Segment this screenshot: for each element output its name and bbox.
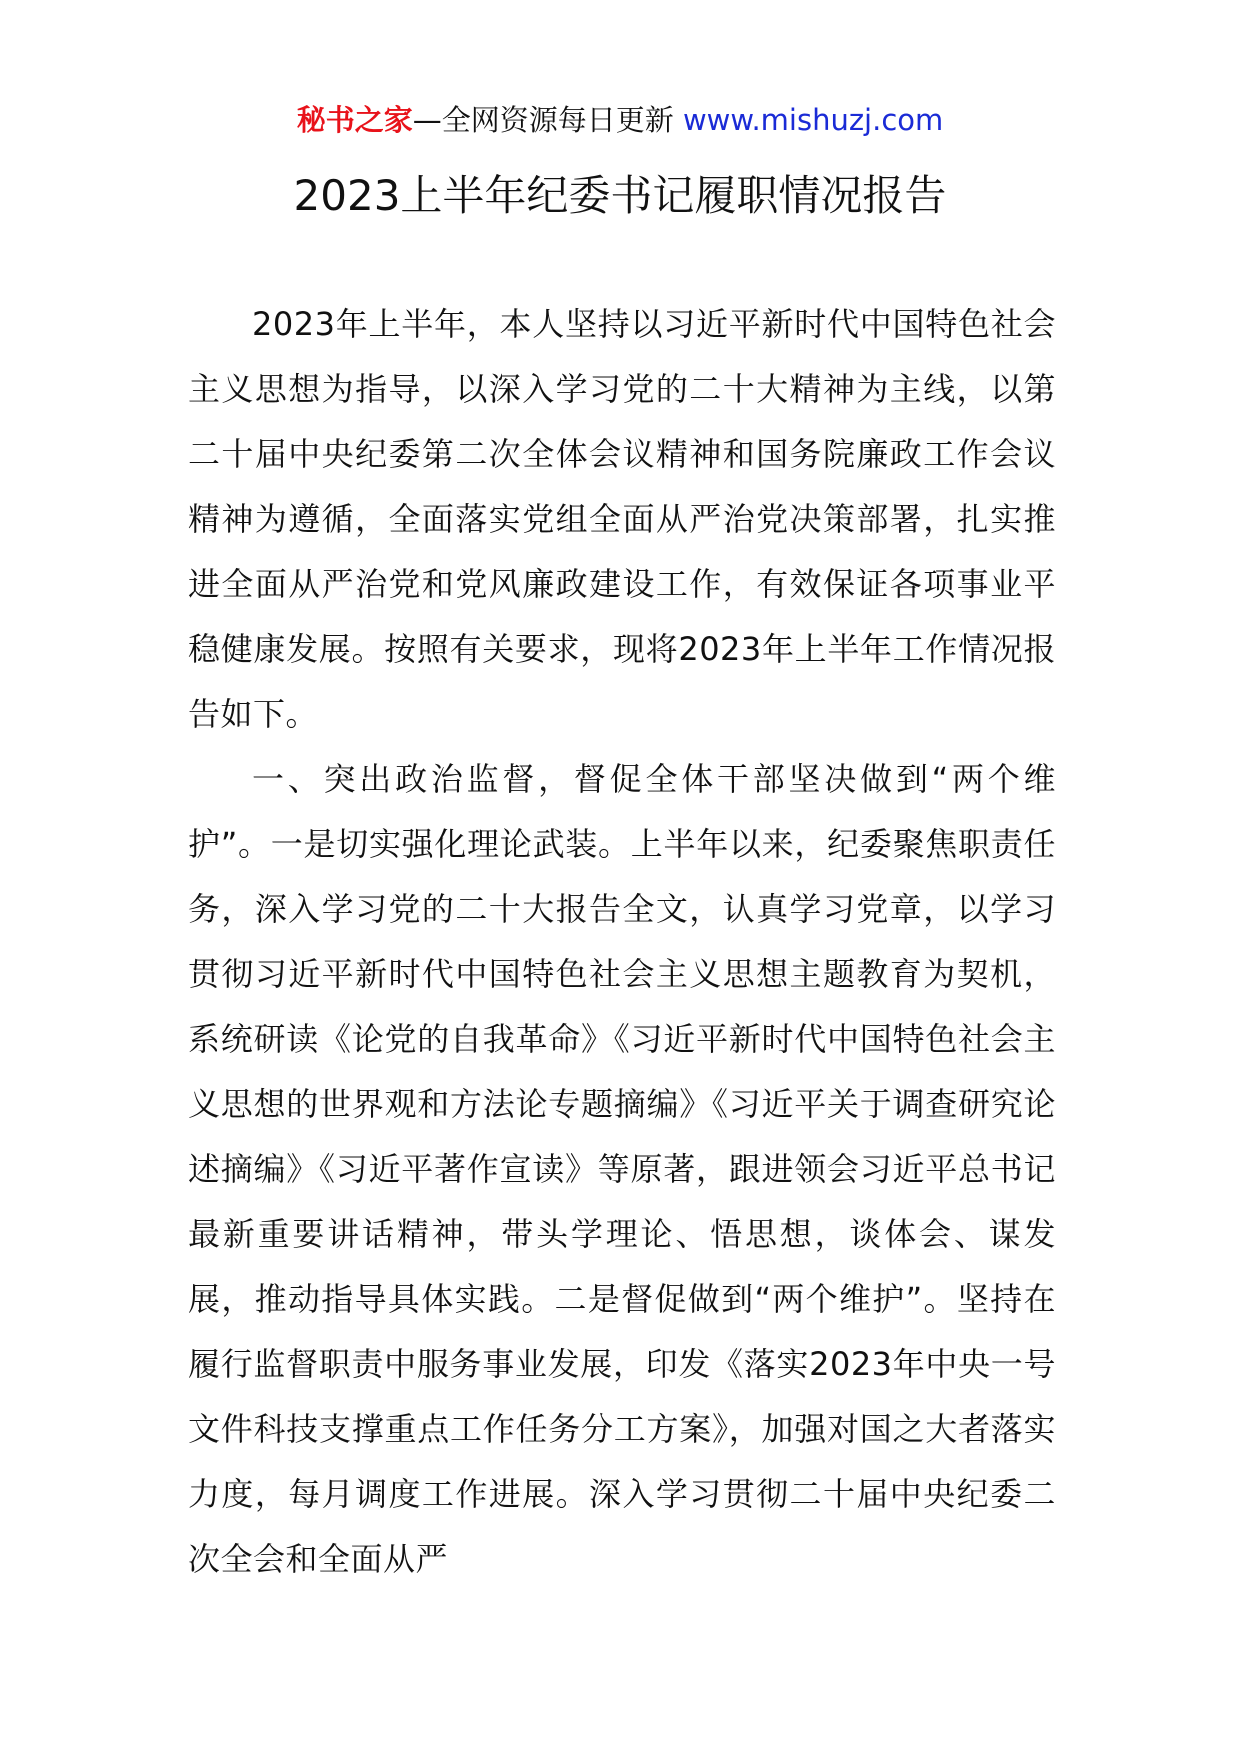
document-title: 2023上半年纪委书记履职情况报告 — [293, 171, 947, 220]
site-url-link[interactable]: www.mishuzj.com — [682, 103, 944, 137]
section-one-paragraph — [188, 747, 1056, 1592]
section-one-heading: 一、突出政治监督，督促全体干部坚决做到“两个维护”。 — [188, 760, 1056, 863]
section-one-text: 一是切实强化理论武装。上半年以来，纪委聚焦职责任务，深入学习党的二十大报告全文，认真学习党章，以学习贯彻习近平新时代中国特色社会主义思想主题教育为契机，系统研读《论党的自我革命》《习近平新时代中国特色社会主义思想的世界观和方法论专题摘编》《习近平关于调查研究论述摘编》《习近平著作宣读》等原著，跟进领会习近平总书记最新重要讲话精神，带头学理论、悟思想，谈体会、谋发展，推动指导具体实践。二是督促做到“两个维护”。坚持在履行监督职责中服务事业发展，印发《落实2023年中央一号文件科技支撑重点工作任务分工方案》，加强对国之大者落实力度，每月调度工作进展。深入学习贯彻二十届中央纪委二次全会和全面从严 — [188, 825, 1056, 1578]
intro-paragraph-text: 2023年上半年，本人坚持以习近平新时代中国特色社会主义思想为指导，以深入学习党的二十大精神为主线，以第二十届中央纪委第二次全体会议精神和国务院廉政工作会议精神为遵循，全面落实党组全面从严治党决策部署，扎实推进全面从严治党和党风廉政建设工作，有效保证各项事业平稳健康发展。按照有关要求，现将2023年上半年工作情况报告如下。 — [188, 305, 1056, 733]
intro-paragraph — [188, 292, 1056, 747]
site-brand-name: 秘书之家 — [296, 103, 413, 137]
site-banner — [0, 100, 1240, 140]
site-tagline: —全网资源每日更新 — [412, 103, 674, 137]
document-body — [188, 292, 1056, 1592]
